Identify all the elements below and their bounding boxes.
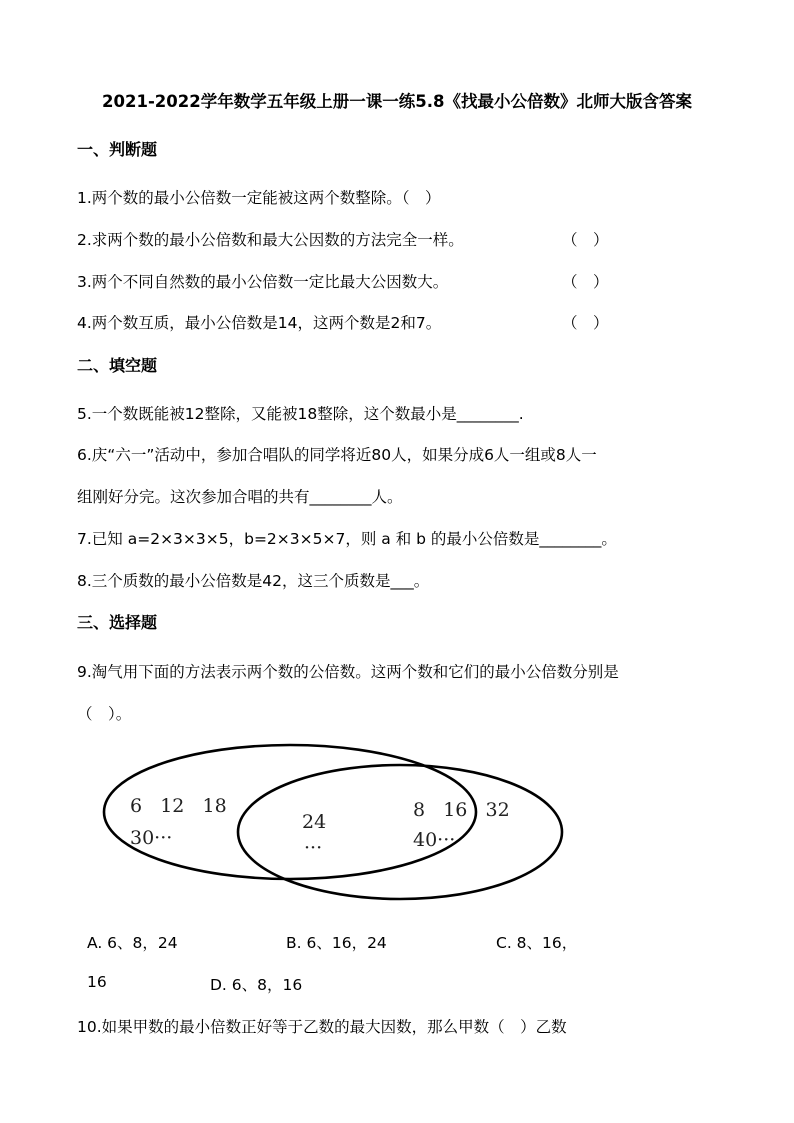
venn-left-row-2: 30··· (130, 827, 173, 849)
venn-middle-row-1: 24 (302, 811, 327, 833)
question-3: 3.两个不同自然数的最小公倍数一定比最大公因数大。 (77, 273, 449, 291)
option-d: D. 6、8，16 (210, 976, 303, 994)
option-c-continued: 16 (87, 973, 107, 991)
question-4-answer-paren: （ ） (562, 314, 609, 332)
question-1: 1.两个数的最小公倍数一定能被这两个数整除。（ ） (77, 189, 441, 207)
question-6-line-1: 6.庆“六一”活动中，参加合唱队的同学将近80人，如果分成6人一组或8人一 (77, 446, 597, 464)
document-title: 2021-2022学年数学五年级上册一课一练5.8《找最小公倍数》北师大版含答案 (102, 92, 692, 111)
section-judge-heading: 一、判断题 (77, 140, 158, 159)
question-8: 8.三个质数的最小公倍数是42，这三个质数是___。 (77, 572, 430, 590)
question-7: 7.已知 a=2×3×3×5，b=2×3×5×7，则 a 和 b 的最小公倍数是________。 (77, 530, 617, 548)
section-choice-heading: 三、选择题 (77, 613, 158, 632)
option-c: C. 8、16， (496, 934, 578, 952)
question-3-answer-paren: （ ） (562, 273, 609, 291)
question-2-answer-paren: （ ） (562, 231, 609, 249)
venn-right-row-2: 40··· (413, 829, 456, 851)
question-9-line-1: 9.淘气用下面的方法表示两个数的公倍数。这两个数和它们的最小公倍数分别是 (77, 663, 619, 681)
section-fill-heading: 二、填空题 (77, 356, 158, 375)
question-6-line-2: 组刚好分完。这次参加合唱的共有________人。 (77, 488, 403, 506)
question-9-line-2: （ ）。 (77, 705, 132, 723)
venn-right-row-1: 8 16 32 (413, 799, 510, 821)
venn-left-row-1: 6 12 18 (130, 795, 227, 817)
question-2: 2.求两个数的最小公倍数和最大公因数的方法完全一样。 (77, 231, 464, 249)
venn-diagram (90, 742, 570, 912)
question-5: 5.一个数既能被12整除，又能被18整除，这个数最小是________. (77, 405, 524, 423)
venn-right-ellipse (238, 765, 562, 899)
question-10: 10.如果甲数的最小倍数正好等于乙数的最大因数，那么甲数（ ）乙数 (77, 1018, 567, 1036)
option-b: B. 6、16，24 (286, 934, 387, 952)
venn-middle-row-2: ··· (304, 837, 323, 859)
option-a: A. 6、8，24 (87, 934, 178, 952)
question-4: 4.两个数互质，最小公倍数是14，这两个数是2和7。 (77, 314, 442, 332)
